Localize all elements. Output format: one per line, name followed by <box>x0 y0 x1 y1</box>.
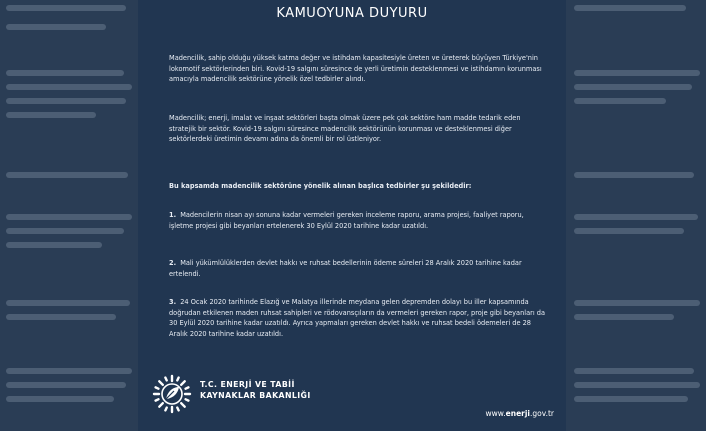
blurred-background-left <box>0 0 138 431</box>
announcement-title: KAMUOYUNA DUYURU <box>276 6 428 21</box>
measure-2-text: Mali yükümlülüklerden devlet hakkı ve ruhsat bedellerinin ödeme süreleri 28 Aralık 2020 tarihine kadar ertelendi. <box>169 259 522 278</box>
ministry-name <box>200 380 311 401</box>
website-prefix: www. <box>485 409 506 418</box>
measure-3-text: 24 Ocak 2020 tarihinde Elazığ ve Malatya illerinde meydana gelen depremden dolayı bu iller kapsamında doğrudan etkilenen maden ruhsat sahipleri ve rödovansçıların da vermeleri gereken rapor, proje gibi beyanları da 30 Eylül 2020 tarihine kadar uzatıldı. Ayrıca yapmaları gereken devlet hakkı ve ruhsat bedeli ödemeleri de 28 Aralık 2020 tarihine kadar uzatıldı. <box>169 298 546 338</box>
measure-2 <box>169 258 549 279</box>
measure-1-number: 1. <box>169 211 177 219</box>
paragraph-1: Madencilik, sahip olduğu yüksek katma değer ve istihdam kapasitesiyle üreten ve üreterek büyüyen Türkiye'nin lokomotif sektörlerinden biri. Kovid-19 salgını süresince de yerli üretimin desteklenmesi ve istihdamın korunması amacıyla madencilik sektörüne yönelik özel tedbirler alındı. <box>169 54 542 83</box>
measure-2-number: 2. <box>169 259 177 267</box>
measure-3-number: 3. <box>169 298 177 306</box>
measure-3 <box>169 297 549 339</box>
blurred-background-right <box>566 0 706 431</box>
ministry-name-line2: KAYNAKLAR BAKANLIĞI <box>200 390 311 400</box>
ministry-emblem-icon <box>150 372 194 416</box>
measure-1-text: Madencilerin nisan ayı sonuna kadar vermeleri gereken inceleme raporu, arama projesi, faaliyet raporu, işletme projesi gibi beyanları ertelenerek 30 Eylül 2020 tarihine kadar uzatıldı. <box>169 211 524 230</box>
website-address <box>486 409 554 418</box>
paragraph-2: Madencilik; enerji, imalat ve inşaat sektörleri başta olmak üzere pek çok sektöre ham madde tedarik eden stratejik bir sektör. Kovid-19 salgını süresince madencilik sektörünün korunması ve desteklenmesi diğer sektörlerdeki üretimin devamı adına da önemli bir rol üstleniyor. <box>169 114 521 143</box>
announcement-panel <box>138 0 566 431</box>
measure-1 <box>169 210 549 231</box>
website-domain: enerji <box>505 409 530 418</box>
measures-intro: Bu kapsamda madencilik sektörüne yönelik alınan başlıca tedbirler şu şekildedir: <box>169 182 472 190</box>
ministry-name-line1: T.C. ENERJİ VE TABİİ <box>200 380 295 389</box>
website-suffix: .gov.tr <box>530 409 554 418</box>
